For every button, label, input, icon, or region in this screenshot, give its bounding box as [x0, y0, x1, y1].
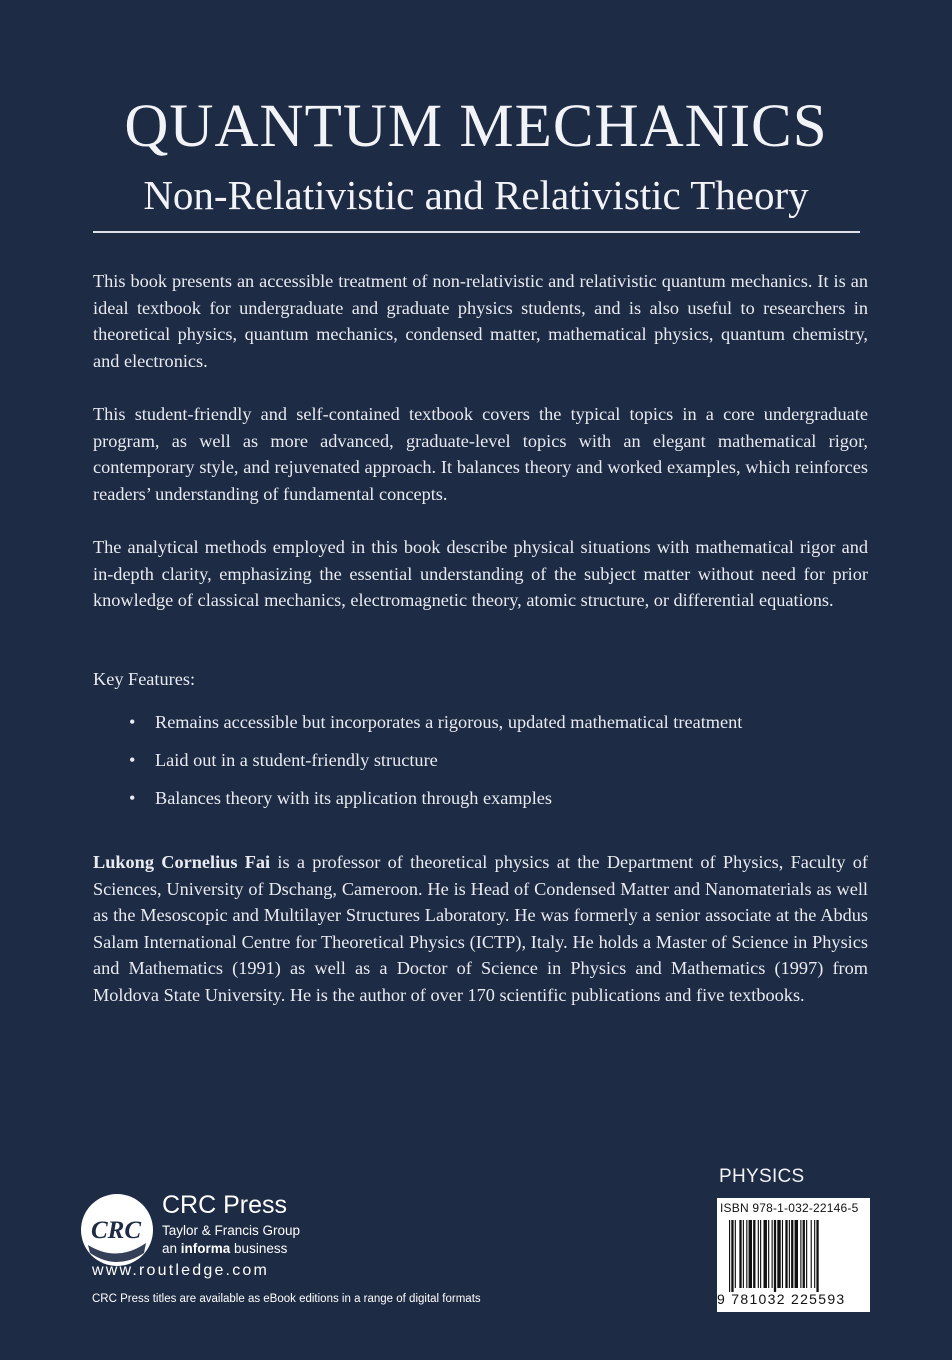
barcode-bar	[803, 1220, 805, 1288]
barcode-bar	[743, 1220, 744, 1288]
barcode-bar	[753, 1220, 755, 1288]
key-feature-text: Laid out in a student-friendly structure	[155, 750, 438, 770]
bullet-icon: •	[129, 788, 136, 808]
barcode-bar	[777, 1220, 780, 1288]
author-name: Lukong Cornelius Fai	[93, 852, 271, 872]
bullet-icon: •	[129, 712, 136, 732]
isbn-barcode	[717, 1198, 870, 1312]
barcode-bar	[729, 1220, 730, 1292]
informa-brand: informa	[180, 1241, 231, 1256]
title-divider	[93, 231, 860, 233]
barcode-bar	[795, 1220, 798, 1288]
book-title: QUANTUM MECHANICS	[124, 93, 828, 160]
barcode-digits: 9 781032 225593	[717, 1291, 846, 1307]
barcode-bar	[785, 1220, 787, 1288]
barcode-bar	[746, 1220, 747, 1288]
author-bio-text: is a professor of theoretical physics at the Department of Physics, Faculty of Sciences, University of Dschang, Cameroon. He is Head of Condensed Matter and Nanomaterials as well as the Mesoscopic and Multilayer Structures Laboratory. He was formerly a senior associate at the Abdus Salam International Centre for Theoretical Physics (ICTP), Italy. He holds a Master of Science in Physics and Mathematics (1991) as well as a Doctor of Science in Physics and Mathematics (1997) from Moldova State University. He is the author of over 170 scientific publications and five textbooks.	[93, 852, 868, 1005]
publisher-group: Taylor & Francis Group	[162, 1223, 301, 1238]
bullet-icon: •	[129, 750, 136, 770]
informa-suffix: business	[230, 1241, 288, 1256]
key-feature-text: Remains accessible but incorporates a rigorous, updated mathematical treatment	[155, 712, 743, 732]
barcode-bar	[760, 1220, 761, 1288]
barcode-bar	[811, 1220, 812, 1288]
book-subtitle: Non-Relativistic and Relativistic Theory	[143, 172, 809, 218]
barcode-bar	[758, 1220, 759, 1288]
key-features-list	[93, 706, 868, 820]
crc-logo-text: CRC	[90, 1217, 142, 1244]
publisher-informa	[162, 1241, 287, 1256]
barcode-bar	[739, 1220, 741, 1288]
ebook-note: CRC Press titles are available as eBook editions in a range of digital formats	[92, 1293, 481, 1305]
barcode-bar	[791, 1220, 793, 1288]
key-features-heading: Key Features:	[93, 669, 196, 689]
key-feature-text: Balances theory with its application through examples	[155, 788, 553, 808]
description-paragraph-2: This student-friendly and self-contained textbook covers the typical topics in a core undergraduate program, as well as more advanced, graduate-level topics with an elegant mathematical rigor, contemporary style, and rejuvenated approach. It balances theory and worked examples, which reinforces readers’ understanding of fundamental concepts.	[93, 404, 868, 504]
barcode-bar	[764, 1220, 767, 1288]
barcode-bar	[782, 1220, 783, 1288]
subject-category: PHYSICS	[719, 1166, 805, 1187]
barcode-bar	[749, 1220, 752, 1288]
barcode-bar	[772, 1220, 773, 1288]
barcode-bar	[768, 1220, 769, 1288]
barcode-bar	[806, 1220, 807, 1288]
author-bio	[93, 849, 868, 1008]
barcode-bar	[816, 1220, 818, 1292]
isbn-label: ISBN 978-1-032-22146-5	[720, 1201, 859, 1215]
publisher-website: www.routledge.com	[92, 1262, 270, 1279]
barcode-bar	[789, 1220, 790, 1288]
barcode-bar	[731, 1220, 733, 1292]
description-paragraph-3: The analytical methods employed in this book describe physical situations with mathematical rigor and in-depth clarity, emphasizing the essential understanding of the subject matter without need for prior knowledge of classical mechanics, electromagnetic theory, atomic structure, or differential equations.	[93, 537, 868, 610]
publisher-name: CRC Press	[162, 1191, 288, 1219]
crc-press-logo-icon	[80, 1193, 154, 1267]
barcode-bar	[800, 1220, 801, 1288]
barcode-bar	[814, 1220, 815, 1288]
key-feature-item	[93, 744, 868, 782]
barcode-bar	[735, 1220, 736, 1288]
barcode-bar	[774, 1220, 776, 1292]
key-feature-item	[93, 782, 868, 820]
barcode-bars-icon	[717, 1220, 870, 1292]
description-paragraph-1: This book presents an accessible treatment of non-relativistic and relativistic quantum mechanics. It is an ideal textbook for undergraduate and graduate physics students, and is also useful to researchers in theoretical physics, quantum mechanics, condensed matter, mathematical physics, quantum chemistry, and electronics.	[93, 271, 868, 371]
key-feature-item	[93, 706, 868, 744]
informa-prefix: an	[162, 1241, 181, 1256]
